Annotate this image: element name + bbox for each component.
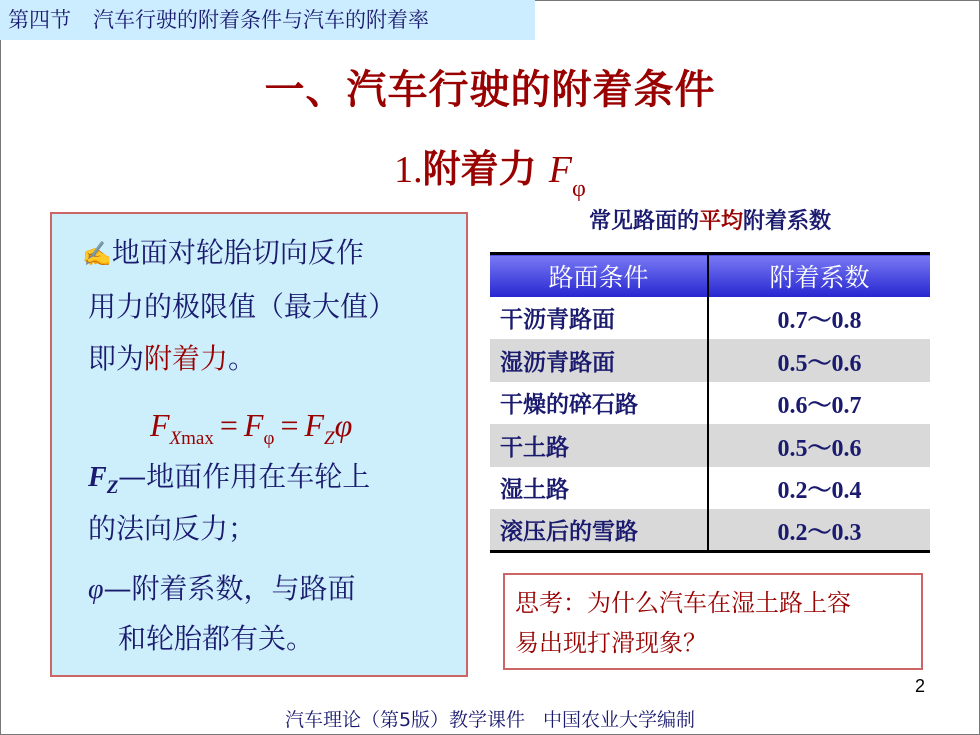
fz-definition-line-2: 的法向反力； (88, 512, 257, 545)
definition-line-1: ✍地面对轮胎切向反作 (82, 236, 364, 269)
definition-line-2: 用力的极限值（最大值） (88, 290, 397, 323)
think-question-box (503, 573, 923, 670)
cell-surface: 湿沥青路面 (490, 339, 708, 382)
column-header-surface: 路面条件 (490, 254, 708, 297)
cell-coefficient: 0.2～0.4 (708, 467, 930, 510)
think-line-2: 易出现打滑现象？ (515, 629, 707, 657)
fz-symbol: $F_Z$ (88, 462, 119, 498)
cell-surface: 湿土路 (500, 476, 569, 504)
footer-publisher: 中国农业大学编制 (543, 709, 696, 731)
cell-surface: 干燥的碎石路 (500, 391, 638, 419)
phi-symbol: φ (88, 574, 104, 605)
cell-surface: 干沥青路面 (500, 306, 615, 334)
definition-line-3: 即为附着力。 (88, 342, 257, 375)
table-row (490, 297, 930, 340)
table-row (490, 424, 930, 467)
writing-hand-icon: ✍ (82, 240, 112, 268)
subtitle-text: 附着力 (422, 147, 537, 191)
section-header (0, 0, 535, 40)
column-header-coefficient: 附着系数 (708, 254, 930, 297)
adhesion-coefficient-table (490, 252, 930, 553)
fz-definition-line-1: $F_Z—$地面作用在车轮上 (88, 460, 371, 498)
think-line-1: 思考：为什么汽车在湿土路上容 (515, 589, 851, 617)
cell-coefficient: 0.5～0.6 (708, 424, 930, 467)
cell-surface: 干土路 (490, 424, 708, 467)
cell-coefficient: 0.5～0.6 (708, 339, 930, 382)
subtitle-symbol: F (548, 149, 572, 191)
table-row (490, 509, 930, 552)
subtitle (0, 138, 980, 203)
footer (0, 705, 980, 732)
definition-box (50, 212, 468, 677)
cell-coefficient: 0.6～0.7 (708, 382, 930, 425)
table-row (490, 467, 930, 510)
cell-coefficient: 0.2～0.3 (708, 509, 930, 552)
cell-surface: 滚压后的雪路 (490, 509, 708, 552)
subtitle-symbol-sub: φ (571, 176, 586, 202)
table-header-row (490, 254, 930, 297)
table-row (490, 382, 930, 425)
table-row (490, 339, 930, 382)
table-caption: 常见路面的平均附着系数 (588, 208, 832, 234)
phi-definition-line-1: φ—附着系数，与路面 (88, 572, 356, 605)
footer-book: 汽车理论（第5版）教学课件 (284, 709, 526, 731)
term-adhesion-force: 附着力 (144, 342, 229, 375)
phi-definition-line-2: 和轮胎都有关。 (118, 622, 315, 655)
page-title: 一、汽车行驶的附着条件 (264, 67, 716, 113)
cell-coefficient: 0.7～0.8 (708, 297, 930, 340)
section-title: 汽车行驶的附着条件与汽车的附着率 (93, 8, 429, 32)
page-number: 2 (914, 676, 925, 696)
subtitle-number: 1. (394, 149, 423, 191)
section-number: 第四节 (8, 8, 71, 32)
adhesion-formula: $F_{Xmax} = F_\varphi = F_Z\varphi$ (150, 407, 353, 449)
